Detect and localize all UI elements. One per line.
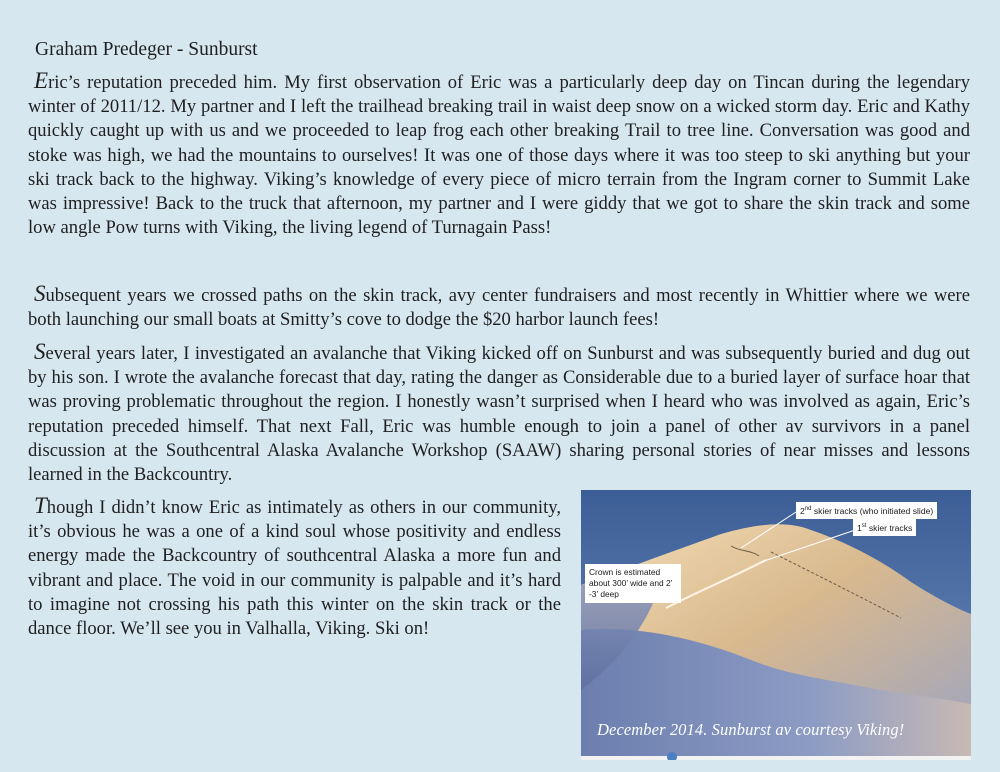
author-line: Graham Predeger - Sunburst xyxy=(35,39,258,60)
paragraph-1 xyxy=(28,69,970,240)
callout-first-text: skier tracks xyxy=(866,522,913,533)
callout-second-skier xyxy=(796,502,937,519)
callout-first-sup: st xyxy=(861,523,867,529)
paragraph-3 xyxy=(28,340,970,487)
callout-second-num: 2 xyxy=(800,505,805,516)
drop-initial: T xyxy=(34,493,47,518)
drop-initial: E xyxy=(34,68,49,93)
drop-initial: S xyxy=(34,339,46,364)
paragraph-text: ric’s reputation preceded him. My first observation of Eric was a particularly deep day on Tincan during the legendary winter of 2011/12. My partner and I left the trailhead breaking trail in waist deep snow on a wicked storm day. Eric and Kathy quickly caught up with us and we proceeded to leap frog each other breaking Trail to tree line. Conversation was good and stoke was high, we had the mountains to ourselves! It was one of those days where it was too steep to ski anything but your ski track back to the highway. Viking’s knowledge of every piece of micro terrain from the Ingram corner to Summit Lake was impressive! Back to the truck that afternoon, my partner and I were giddy that we got to share the skin track and some low angle Pow turns with Viking, the living legend of Turnagain Pass! xyxy=(28,72,970,239)
callout-second-text: skier tracks (who initiated slide) xyxy=(811,505,934,516)
paragraph-text: everal years later, I investigated an avalanche that Viking kicked off on Sunburst and was subsequently buried and dug out by his son. I wrote the avalanche forecast that day, rating the danger as Considerable due to a buried layer of surface hoar that was proving problematic throughout the region. I honestly wasn’t surprised when I heard who was involved as again, Eric’s reputation preceded himself. That next Fall, Eric was humble enough to join a panel of other av survivors in a panel discussion at the Southcentral Alaska Avalanche Workshop (SAAW) sharing personal stories of near misses and lessons learned in the Backcountry. xyxy=(28,343,970,486)
callout-second-sup: nd xyxy=(804,506,812,512)
avalanche-photo[interactable] xyxy=(581,490,971,760)
paragraph-text: ubsequent years we crossed paths on the skin track, avy center fundraisers and most recently in Whittier where we were both launching our small boats at Smitty’s cove to dodge the $20 harbor launch fees! xyxy=(28,285,970,331)
photo-caption: December 2014. Sunburst av courtesy Viking! xyxy=(597,720,905,739)
scrollbar-thumb[interactable] xyxy=(667,752,677,760)
callout-first-skier xyxy=(853,519,916,536)
crown-estimate-label: Crown is estimated about 300’ wide and 2’ -3’ deep xyxy=(585,564,681,603)
paragraph-4 xyxy=(28,494,561,641)
paragraph-2 xyxy=(28,282,970,332)
callout-first-num: 1 xyxy=(857,522,862,533)
drop-initial: S xyxy=(34,281,46,306)
photo-scrollbar[interactable] xyxy=(581,756,971,760)
paragraph-text: hough I didn’t know Eric as intimately as others in our community, it’s obvious he was a one of a kind soul whose positivity and endless energy made the Backcountry of southcentral Alaska a more fun and vibrant and place. The void in our community is palpable and it’s hard to imagine not crossing his path this winter on the skin track or the dance floor. We’ll see you in Valhalla, Viking. Ski on! xyxy=(28,497,561,640)
